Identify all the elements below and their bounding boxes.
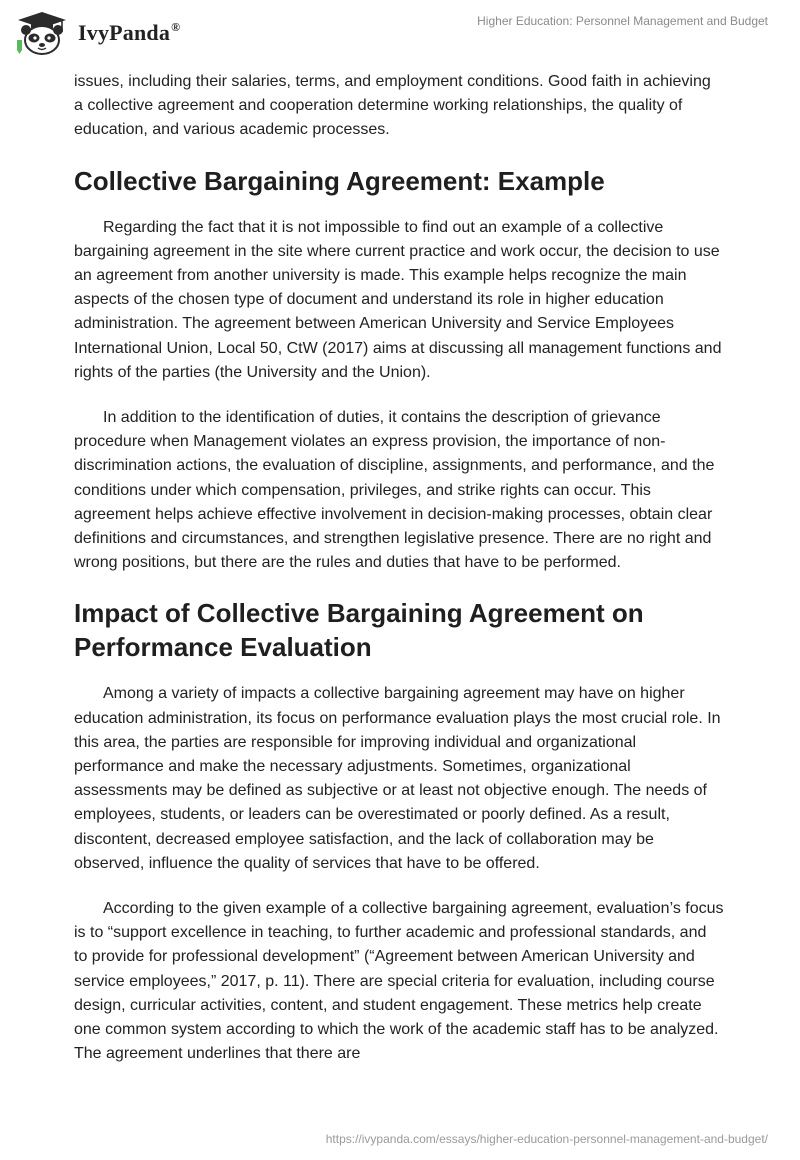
source-url[interactable]: https://ivypanda.com/essays/higher-education-personnel-management-and-budget/ — [325, 1132, 768, 1146]
section-heading: Impact of Collective Bargaining Agreement on Performance Evaluation — [74, 598, 644, 663]
logo[interactable] — [14, 8, 234, 58]
paragraph: issues, including their salaries, terms, and employment conditions. Good faith in achieving a collective agreement and cooperation determine working relationships, the quality of education, and various academic processes. — [74, 73, 711, 139]
brand-name: IvyPanda® — [78, 20, 181, 45]
paragraph: Among a variety of impacts a collective bargaining agreement may have on higher education administration, its focus on performance evaluation plays the most crucial role. In this area, the parties are responsible for improving individual and organizational performance and make the necessary adjustments. Sometimes, organizational assessments may be defined as subjective or at least not objective enough. The needs of employees, students, or leaders can be overestimated or poorly defined. As a result, discontent, decreased employee satisfaction, and the lack of collaboration may be observed, influence the quality of services that have to be offered. — [74, 685, 721, 872]
panda-graduate-icon — [14, 10, 70, 56]
paragraph: Regarding the fact that it is not impossible to find out an example of a collective bargaining agreement in the site where current practice and work occur, the decision to use an agreement from another university is made. This example helps recognize the main aspects of the chosen type of document and understand its role in higher education administration. The agreement between American University and Service Employees International Union, Local 50, CtW (2017) aims at discussing all management functions and rights of the parties (the University and the Union). — [74, 218, 722, 381]
paragraph: According to the given example of a collective bargaining agreement, evaluation’s focus is to “support excellence in teaching, to further academic and professional standards, and to provide for professional development” (“Agreement between American University and service employees,” 2017, p. 11). There are special criteria for evaluation, including course design, curricular activities, content, and student engagement. These metrics help create one common system according to which the work of the academic staff has to be analyzed. The agreement underlines that there are — [74, 900, 724, 1063]
section-heading: Collective Bargaining Agreement: Example — [74, 165, 605, 196]
article-body — [74, 70, 724, 1088]
paragraph: In addition to the identification of duties, it contains the description of grievance procedure when Management violates an express provision, the importance of non-discrimination actions, the evaluation of discipline, assignments, and performance, and the conditions under which compensation, privileges, and strike rights can occur. This agreement helps achieve effective involvement in decision-making processes, obtain clear definitions and circumstances, and strengthen legislative presence. There are no right and wrong positions, but there are the rules and duties that have to be performed. — [74, 409, 715, 572]
document-title: Higher Education: Personnel Management and Budget — [477, 14, 768, 28]
page-header — [0, 0, 800, 66]
